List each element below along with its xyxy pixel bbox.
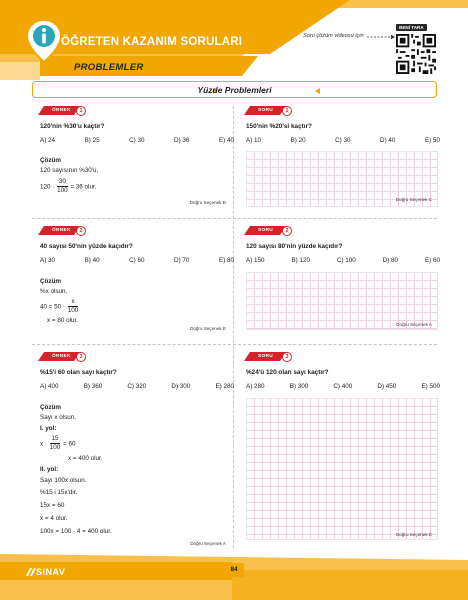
example-tag: ÖRNEK 3 [38, 352, 88, 362]
option-b[interactable]: B) 25 [84, 137, 100, 144]
solution-heading: Çözüm [40, 157, 61, 164]
example-tag: ÖRNEK 2 [38, 226, 88, 236]
video-note: Soru çözüm videosu için [303, 33, 364, 39]
question-text: %15'i 60 olan sayı kaçtır? [40, 369, 117, 376]
question-tag: SORU 2 [244, 226, 294, 236]
option-b[interactable]: B) 20 [290, 137, 306, 144]
correct-answer: Doğru Seçenek A [190, 541, 226, 546]
option-e[interactable]: E) 280 [215, 383, 234, 390]
example-2 [38, 226, 232, 338]
fraction: $\frac{15}{100}$ [49, 435, 61, 452]
solution-line: 100x = 100 · 4 = 400 olur. [40, 528, 112, 535]
option-b[interactable]: B) 40 [84, 257, 100, 264]
option-b[interactable]: B) 360 [83, 383, 103, 390]
question-tag: SORU 3 [244, 352, 294, 362]
solution-line: 15x = 60 [40, 502, 65, 509]
column-divider [233, 106, 234, 548]
correct-answer: Doğru Seçenek C [395, 197, 432, 202]
row-divider [32, 218, 437, 219]
solution-equation: x · $\frac{15}{100}$ = 60 [40, 435, 76, 452]
scratch-grid[interactable] [246, 398, 438, 540]
question-text: 120 sayısı 80'nin yüzde kaçıdır? [246, 243, 343, 250]
solution-line: x = 4 olur. [40, 515, 68, 522]
option-c[interactable]: C) 320 [127, 383, 147, 390]
option-c[interactable]: C) 400 [333, 383, 353, 390]
location-pin-icon [24, 18, 64, 64]
publisher-logo: SINAV [36, 567, 66, 577]
option-b[interactable]: B) 120 [291, 257, 310, 264]
correct-answer: Doğru Seçenek A [396, 322, 432, 327]
option-e[interactable]: E) 500 [421, 383, 440, 390]
option-c[interactable]: C) 30 [335, 137, 351, 144]
option-e[interactable]: E) 60 [424, 257, 440, 264]
question-tag: SORU 1 [244, 106, 294, 116]
answer-options [40, 257, 234, 264]
question-2 [244, 226, 440, 338]
option-e[interactable]: E) 50 [424, 137, 440, 144]
answer-options [40, 383, 234, 390]
option-c[interactable]: C) 30 [129, 137, 145, 144]
page-number: 84 [224, 563, 244, 577]
correct-answer: Doğru Seçenek D [189, 200, 226, 205]
option-d[interactable]: D) 300 [171, 383, 191, 390]
answer-options [246, 257, 440, 264]
option-e[interactable]: E) 40 [218, 137, 234, 144]
correct-answer: Doğru Seçenek E [395, 532, 432, 537]
option-d[interactable]: D) 80 [382, 257, 399, 264]
book-title: ÖĞRETEN KAZANIM SORULARI [61, 36, 243, 48]
option-d[interactable]: D) 36 [174, 137, 190, 144]
answer-options [246, 383, 440, 390]
question-text: 40 sayısı 50'nin yüzde kaçıdır? [40, 243, 133, 250]
solution-line: Sayı 100x olsun. [40, 477, 87, 484]
option-c[interactable]: C) 100 [336, 257, 356, 264]
option-e[interactable]: E) 80 [218, 257, 234, 264]
solution-equation: 120 · $\frac{30}{100}$ = 36 olur. [40, 178, 97, 195]
method-1-heading: I. yol: [40, 425, 57, 432]
qr-code[interactable] [396, 34, 436, 74]
question-1 [244, 106, 440, 216]
answer-options [246, 137, 440, 144]
solution-result: x = 80 olur. [47, 317, 78, 324]
example-1 [38, 106, 232, 216]
solution-equation: 40 = 50 · $\frac{x}{100}$ [40, 298, 79, 315]
option-d[interactable]: D) 70 [174, 257, 190, 264]
chapter-title: PROBLEMLER [74, 62, 144, 73]
method-2-heading: II. yol: [40, 466, 59, 473]
solution-heading: Çözüm [40, 404, 61, 411]
option-d[interactable]: D) 40 [380, 137, 396, 144]
scan-label: BENİ TARA [396, 24, 427, 31]
solution-line: 120 sayısının %30'u, [40, 167, 99, 174]
option-a[interactable]: A) 280 [246, 383, 265, 390]
solution-line: Sayı x olsun. [40, 414, 77, 421]
solution-line: %15 i 15x'dir. [40, 489, 78, 496]
solution-heading: Çözüm [40, 278, 61, 285]
option-a[interactable]: A) 10 [246, 137, 262, 144]
question-text: %24'ü 120 olan sayı kaçtır? [246, 369, 329, 376]
option-a[interactable]: A) 150 [246, 257, 265, 264]
option-c[interactable]: C) 60 [129, 257, 145, 264]
option-a[interactable]: A) 30 [40, 257, 56, 264]
answer-options [40, 137, 234, 144]
fraction: $\frac{30}{100}$ [57, 178, 68, 195]
option-b[interactable]: B) 300 [289, 383, 309, 390]
section-title: Yüzde Problemleri [197, 85, 272, 95]
question-text: 150'nin %20'si kaçtır? [246, 123, 312, 130]
triangle-left-icon [315, 88, 320, 94]
solution-result: x = 400 olur. [68, 455, 103, 462]
arrow-right-icon [366, 34, 396, 40]
fraction: $\frac{x}{100}$ [67, 298, 79, 315]
section-title-bar [32, 81, 437, 98]
solution-line: %x olsun. [40, 288, 68, 295]
row-divider [32, 344, 437, 345]
option-a[interactable]: A) 24 [40, 137, 56, 144]
correct-answer: Doğru Seçenek E [189, 326, 226, 331]
sinav-logo-icon [26, 568, 36, 576]
example-3 [38, 352, 232, 550]
option-a[interactable]: A) 400 [40, 383, 59, 390]
option-d[interactable]: D) 450 [377, 383, 397, 390]
question-text: 120'nin %30'u kaçtır? [40, 123, 105, 130]
example-tag: ÖRNEK 1 [38, 106, 88, 116]
question-3 [244, 352, 440, 544]
